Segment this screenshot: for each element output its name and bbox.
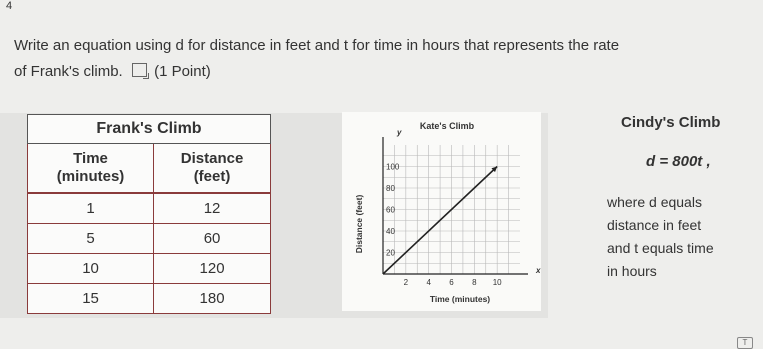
- description-line: and t equals time: [607, 240, 714, 256]
- prompt-line-2: [14, 59, 754, 85]
- x-axis-label: Time (minutes): [429, 294, 491, 304]
- x-tick-label: 10: [492, 278, 502, 287]
- question-number: 4: [6, 0, 13, 12]
- x-tick-label: 2: [403, 278, 409, 287]
- x-tick-label: 6: [449, 278, 454, 287]
- frank-header-time: [28, 144, 154, 194]
- y-axis-letter: y: [397, 128, 402, 137]
- cindy-panel: [600, 112, 760, 283]
- x-axis-letter: x: [536, 266, 541, 275]
- cell-time: 5: [28, 224, 154, 254]
- immersive-reader-icon[interactable]: [132, 63, 147, 77]
- prompt-line-2-text: of Frank's climb.: [14, 63, 123, 80]
- table-row: [28, 224, 271, 254]
- chart-title: Kate's Climb: [419, 121, 475, 131]
- points-label: (1 Point): [154, 63, 211, 80]
- table-row: [28, 193, 271, 224]
- y-tick-label: 100: [386, 162, 400, 172]
- frank-table: [27, 114, 271, 314]
- table-row: [28, 284, 271, 314]
- cell-distance: 60: [154, 224, 271, 254]
- y-tick-label: 40: [386, 227, 395, 236]
- description-line: in hours: [607, 263, 657, 279]
- cindy-equation: d = 800t ,: [646, 153, 711, 170]
- header-distance-text: Distance (feet): [180, 150, 244, 185]
- y-tick-label: 80: [386, 184, 395, 193]
- question-prompt: [14, 33, 754, 85]
- description-line: distance in feet: [607, 217, 702, 233]
- cindy-title: Cindy's Climb: [621, 114, 721, 131]
- cell-time: 15: [28, 284, 154, 314]
- description-line: where d equals: [607, 194, 702, 210]
- header-time-text: Time (minutes): [56, 150, 125, 185]
- y-axis-label: Distance (feet): [354, 194, 364, 254]
- cell-distance: 180: [154, 284, 271, 314]
- x-tick-label: 4: [426, 278, 431, 287]
- kate-chart: [342, 112, 541, 311]
- y-tick-label: 60: [386, 205, 395, 215]
- cell-distance: 120: [154, 254, 271, 284]
- prompt-line-1: Write an equation using d for distance in feet and t for time in hours that represents the rate: [14, 37, 620, 54]
- table-row: [28, 254, 271, 284]
- x-tick-label: 8: [472, 278, 477, 287]
- kate-chart-card: [342, 112, 541, 311]
- cell-distance: 12: [154, 193, 271, 224]
- feedback-icon[interactable]: T: [737, 337, 753, 349]
- y-tick-label: 20: [386, 248, 395, 258]
- frank-header-distance: [154, 144, 271, 194]
- cell-time: 10: [28, 254, 154, 284]
- cindy-description: [607, 191, 757, 283]
- frank-table-title: Frank's Climb: [28, 115, 271, 144]
- cell-time: 1: [28, 193, 154, 224]
